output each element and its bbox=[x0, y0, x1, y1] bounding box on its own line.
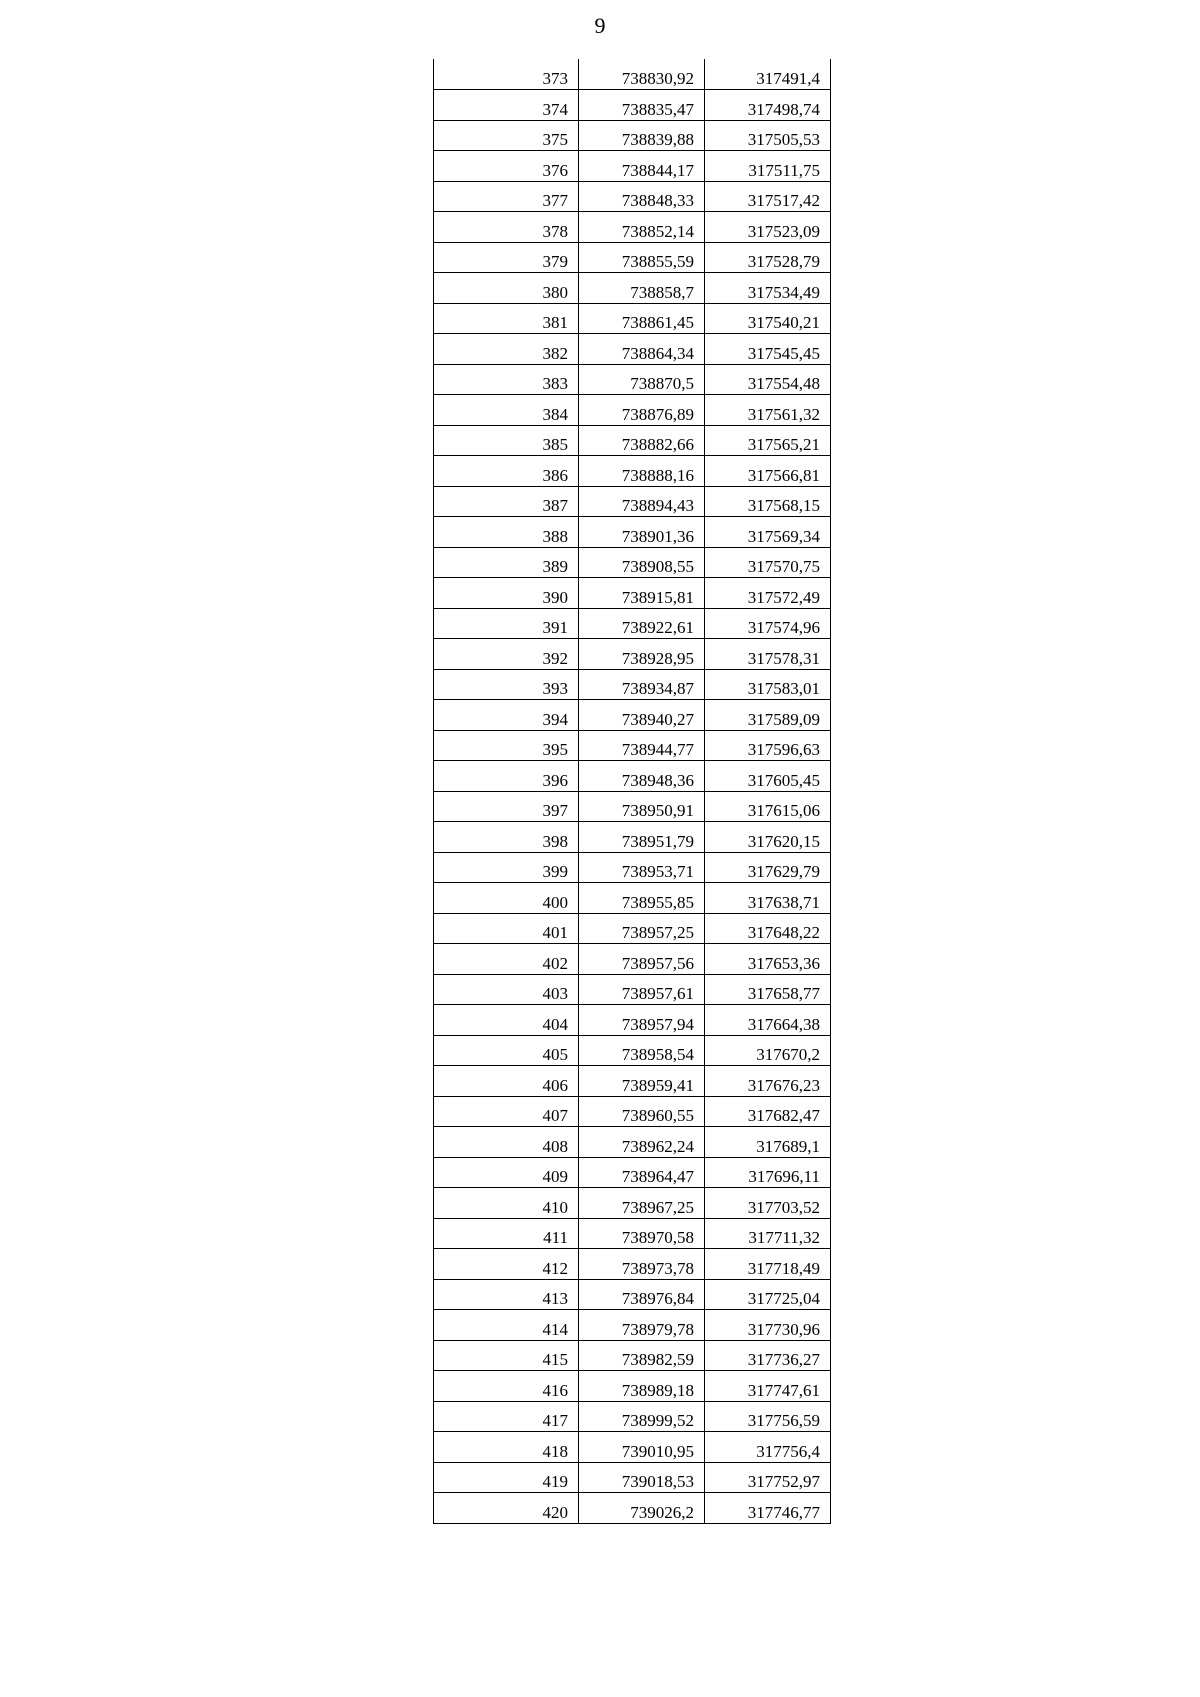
y-coordinate-cell: 317566,81 bbox=[705, 456, 831, 487]
x-coordinate-cell: 738967,25 bbox=[579, 1188, 705, 1219]
table-row bbox=[434, 1310, 831, 1341]
x-coordinate-cell: 738894,43 bbox=[579, 486, 705, 517]
x-coordinate-cell: 738960,55 bbox=[579, 1096, 705, 1127]
point-number-cell: 387 bbox=[434, 486, 579, 517]
point-number-cell: 373 bbox=[434, 59, 579, 90]
point-number-cell: 415 bbox=[434, 1340, 579, 1371]
x-coordinate-cell: 738876,89 bbox=[579, 395, 705, 426]
y-coordinate-cell: 317648,22 bbox=[705, 913, 831, 944]
x-coordinate-cell: 739018,53 bbox=[579, 1462, 705, 1493]
y-coordinate-cell: 317574,96 bbox=[705, 608, 831, 639]
y-coordinate-cell: 317752,97 bbox=[705, 1462, 831, 1493]
table-row bbox=[434, 1096, 831, 1127]
x-coordinate-cell: 738957,61 bbox=[579, 974, 705, 1005]
table-row bbox=[434, 1188, 831, 1219]
x-coordinate-cell: 738940,27 bbox=[579, 700, 705, 731]
table-row bbox=[434, 303, 831, 334]
point-number-cell: 383 bbox=[434, 364, 579, 395]
y-coordinate-cell: 317491,4 bbox=[705, 59, 831, 90]
point-number-cell: 410 bbox=[434, 1188, 579, 1219]
table-row bbox=[434, 761, 831, 792]
x-coordinate-cell: 738964,47 bbox=[579, 1157, 705, 1188]
table-row bbox=[434, 1035, 831, 1066]
table-row bbox=[434, 1401, 831, 1432]
y-coordinate-cell: 317696,11 bbox=[705, 1157, 831, 1188]
y-coordinate-cell: 317498,74 bbox=[705, 90, 831, 121]
table-row bbox=[434, 1432, 831, 1463]
point-number-cell: 394 bbox=[434, 700, 579, 731]
point-number-cell: 402 bbox=[434, 944, 579, 975]
y-coordinate-cell: 317676,23 bbox=[705, 1066, 831, 1097]
table-row bbox=[434, 1371, 831, 1402]
x-coordinate-cell: 738858,7 bbox=[579, 273, 705, 304]
table-row bbox=[434, 1157, 831, 1188]
y-coordinate-cell: 317554,48 bbox=[705, 364, 831, 395]
y-coordinate-cell: 317561,32 bbox=[705, 395, 831, 426]
table-row bbox=[434, 1127, 831, 1158]
x-coordinate-cell: 738970,58 bbox=[579, 1218, 705, 1249]
table-row bbox=[434, 242, 831, 273]
x-coordinate-cell: 738848,33 bbox=[579, 181, 705, 212]
y-coordinate-cell: 317589,09 bbox=[705, 700, 831, 731]
point-number-cell: 377 bbox=[434, 181, 579, 212]
point-number-cell: 396 bbox=[434, 761, 579, 792]
x-coordinate-cell: 738973,78 bbox=[579, 1249, 705, 1280]
y-coordinate-cell: 317711,32 bbox=[705, 1218, 831, 1249]
table-row bbox=[434, 59, 831, 90]
point-number-cell: 419 bbox=[434, 1462, 579, 1493]
x-coordinate-cell: 738944,77 bbox=[579, 730, 705, 761]
point-number-cell: 380 bbox=[434, 273, 579, 304]
y-coordinate-cell: 317682,47 bbox=[705, 1096, 831, 1127]
y-coordinate-cell: 317605,45 bbox=[705, 761, 831, 792]
point-number-cell: 390 bbox=[434, 578, 579, 609]
table-row bbox=[434, 1005, 831, 1036]
y-coordinate-cell: 317534,49 bbox=[705, 273, 831, 304]
point-number-cell: 378 bbox=[434, 212, 579, 243]
point-number-cell: 385 bbox=[434, 425, 579, 456]
point-number-cell: 403 bbox=[434, 974, 579, 1005]
y-coordinate-cell: 317746,77 bbox=[705, 1493, 831, 1524]
x-coordinate-cell: 738989,18 bbox=[579, 1371, 705, 1402]
x-coordinate-cell: 738962,24 bbox=[579, 1127, 705, 1158]
x-coordinate-cell: 738830,92 bbox=[579, 59, 705, 90]
table-row bbox=[434, 395, 831, 426]
point-number-cell: 374 bbox=[434, 90, 579, 121]
table-row bbox=[434, 883, 831, 914]
point-number-cell: 405 bbox=[434, 1035, 579, 1066]
point-number-cell: 392 bbox=[434, 639, 579, 670]
x-coordinate-cell: 739026,2 bbox=[579, 1493, 705, 1524]
point-number-cell: 388 bbox=[434, 517, 579, 548]
y-coordinate-cell: 317664,38 bbox=[705, 1005, 831, 1036]
y-coordinate-cell: 317545,45 bbox=[705, 334, 831, 365]
point-number-cell: 381 bbox=[434, 303, 579, 334]
x-coordinate-cell: 738839,88 bbox=[579, 120, 705, 151]
y-coordinate-cell: 317596,63 bbox=[705, 730, 831, 761]
x-coordinate-cell: 738934,87 bbox=[579, 669, 705, 700]
y-coordinate-cell: 317703,52 bbox=[705, 1188, 831, 1219]
x-coordinate-cell: 738958,54 bbox=[579, 1035, 705, 1066]
y-coordinate-cell: 317658,77 bbox=[705, 974, 831, 1005]
x-coordinate-cell: 738882,66 bbox=[579, 425, 705, 456]
y-coordinate-cell: 317540,21 bbox=[705, 303, 831, 334]
table-row bbox=[434, 364, 831, 395]
y-coordinate-cell: 317578,31 bbox=[705, 639, 831, 670]
y-coordinate-cell: 317523,09 bbox=[705, 212, 831, 243]
point-number-cell: 404 bbox=[434, 1005, 579, 1036]
x-coordinate-cell: 738957,25 bbox=[579, 913, 705, 944]
point-number-cell: 413 bbox=[434, 1279, 579, 1310]
y-coordinate-cell: 317670,2 bbox=[705, 1035, 831, 1066]
point-number-cell: 409 bbox=[434, 1157, 579, 1188]
point-number-cell: 382 bbox=[434, 334, 579, 365]
point-number-cell: 412 bbox=[434, 1249, 579, 1280]
table-row bbox=[434, 212, 831, 243]
x-coordinate-cell: 738864,34 bbox=[579, 334, 705, 365]
table-row bbox=[434, 425, 831, 456]
x-coordinate-cell: 738953,71 bbox=[579, 852, 705, 883]
table-row bbox=[434, 730, 831, 761]
x-coordinate-cell: 738908,55 bbox=[579, 547, 705, 578]
table-row bbox=[434, 913, 831, 944]
table-row bbox=[434, 944, 831, 975]
y-coordinate-cell: 317565,21 bbox=[705, 425, 831, 456]
y-coordinate-cell: 317615,06 bbox=[705, 791, 831, 822]
table-row bbox=[434, 1218, 831, 1249]
y-coordinate-cell: 317583,01 bbox=[705, 669, 831, 700]
y-coordinate-cell: 317756,4 bbox=[705, 1432, 831, 1463]
y-coordinate-cell: 317638,71 bbox=[705, 883, 831, 914]
x-coordinate-cell: 738855,59 bbox=[579, 242, 705, 273]
y-coordinate-cell: 317569,34 bbox=[705, 517, 831, 548]
y-coordinate-cell: 317568,15 bbox=[705, 486, 831, 517]
x-coordinate-cell: 738915,81 bbox=[579, 578, 705, 609]
x-coordinate-cell: 738844,17 bbox=[579, 151, 705, 182]
table-row bbox=[434, 120, 831, 151]
table-row bbox=[434, 517, 831, 548]
point-number-cell: 399 bbox=[434, 852, 579, 883]
point-number-cell: 406 bbox=[434, 1066, 579, 1097]
coordinates-table-body bbox=[434, 59, 831, 1523]
y-coordinate-cell: 317689,1 bbox=[705, 1127, 831, 1158]
table-row bbox=[434, 1340, 831, 1371]
table-row bbox=[434, 1493, 831, 1524]
y-coordinate-cell: 317756,59 bbox=[705, 1401, 831, 1432]
table-row bbox=[434, 852, 831, 883]
table-row bbox=[434, 486, 831, 517]
point-number-cell: 384 bbox=[434, 395, 579, 426]
y-coordinate-cell: 317528,79 bbox=[705, 242, 831, 273]
point-number-cell: 379 bbox=[434, 242, 579, 273]
x-coordinate-cell: 738982,59 bbox=[579, 1340, 705, 1371]
x-coordinate-cell: 738950,91 bbox=[579, 791, 705, 822]
table-row bbox=[434, 456, 831, 487]
x-coordinate-cell: 738959,41 bbox=[579, 1066, 705, 1097]
point-number-cell: 400 bbox=[434, 883, 579, 914]
table-row bbox=[434, 273, 831, 304]
point-number-cell: 391 bbox=[434, 608, 579, 639]
table-row bbox=[434, 1462, 831, 1493]
point-number-cell: 416 bbox=[434, 1371, 579, 1402]
y-coordinate-cell: 317725,04 bbox=[705, 1279, 831, 1310]
point-number-cell: 401 bbox=[434, 913, 579, 944]
x-coordinate-cell: 738999,52 bbox=[579, 1401, 705, 1432]
y-coordinate-cell: 317730,96 bbox=[705, 1310, 831, 1341]
x-coordinate-cell: 739010,95 bbox=[579, 1432, 705, 1463]
point-number-cell: 376 bbox=[434, 151, 579, 182]
point-number-cell: 407 bbox=[434, 1096, 579, 1127]
y-coordinate-cell: 317747,61 bbox=[705, 1371, 831, 1402]
point-number-cell: 393 bbox=[434, 669, 579, 700]
table-row bbox=[434, 791, 831, 822]
y-coordinate-cell: 317736,27 bbox=[705, 1340, 831, 1371]
point-number-cell: 417 bbox=[434, 1401, 579, 1432]
table-row bbox=[434, 90, 831, 121]
table-row bbox=[434, 151, 831, 182]
x-coordinate-cell: 738835,47 bbox=[579, 90, 705, 121]
y-coordinate-cell: 317505,53 bbox=[705, 120, 831, 151]
x-coordinate-cell: 738948,36 bbox=[579, 761, 705, 792]
table-row bbox=[434, 669, 831, 700]
y-coordinate-cell: 317629,79 bbox=[705, 852, 831, 883]
y-coordinate-cell: 317653,36 bbox=[705, 944, 831, 975]
table-row bbox=[434, 547, 831, 578]
x-coordinate-cell: 738957,94 bbox=[579, 1005, 705, 1036]
y-coordinate-cell: 317620,15 bbox=[705, 822, 831, 853]
x-coordinate-cell: 738979,78 bbox=[579, 1310, 705, 1341]
point-number-cell: 398 bbox=[434, 822, 579, 853]
point-number-cell: 418 bbox=[434, 1432, 579, 1463]
y-coordinate-cell: 317570,75 bbox=[705, 547, 831, 578]
point-number-cell: 411 bbox=[434, 1218, 579, 1249]
point-number-cell: 375 bbox=[434, 120, 579, 151]
x-coordinate-cell: 738888,16 bbox=[579, 456, 705, 487]
point-number-cell: 386 bbox=[434, 456, 579, 487]
table-row bbox=[434, 608, 831, 639]
x-coordinate-cell: 738955,85 bbox=[579, 883, 705, 914]
point-number-cell: 389 bbox=[434, 547, 579, 578]
table-row bbox=[434, 822, 831, 853]
y-coordinate-cell: 317718,49 bbox=[705, 1249, 831, 1280]
x-coordinate-cell: 738951,79 bbox=[579, 822, 705, 853]
coordinates-table bbox=[433, 59, 831, 1524]
table-row bbox=[434, 700, 831, 731]
page-number: 9 bbox=[594, 13, 606, 38]
point-number-cell: 414 bbox=[434, 1310, 579, 1341]
table-row bbox=[434, 639, 831, 670]
table-row bbox=[434, 1279, 831, 1310]
point-number-cell: 420 bbox=[434, 1493, 579, 1524]
table-row bbox=[434, 181, 831, 212]
x-coordinate-cell: 738976,84 bbox=[579, 1279, 705, 1310]
table-row bbox=[434, 1066, 831, 1097]
y-coordinate-cell: 317517,42 bbox=[705, 181, 831, 212]
x-coordinate-cell: 738928,95 bbox=[579, 639, 705, 670]
x-coordinate-cell: 738922,61 bbox=[579, 608, 705, 639]
point-number-cell: 395 bbox=[434, 730, 579, 761]
table-row bbox=[434, 334, 831, 365]
point-number-cell: 397 bbox=[434, 791, 579, 822]
x-coordinate-cell: 738901,36 bbox=[579, 517, 705, 548]
x-coordinate-cell: 738957,56 bbox=[579, 944, 705, 975]
x-coordinate-cell: 738870,5 bbox=[579, 364, 705, 395]
table-row bbox=[434, 1249, 831, 1280]
y-coordinate-cell: 317572,49 bbox=[705, 578, 831, 609]
point-number-cell: 408 bbox=[434, 1127, 579, 1158]
x-coordinate-cell: 738861,45 bbox=[579, 303, 705, 334]
y-coordinate-cell: 317511,75 bbox=[705, 151, 831, 182]
x-coordinate-cell: 738852,14 bbox=[579, 212, 705, 243]
table-row bbox=[434, 974, 831, 1005]
table-row bbox=[434, 578, 831, 609]
